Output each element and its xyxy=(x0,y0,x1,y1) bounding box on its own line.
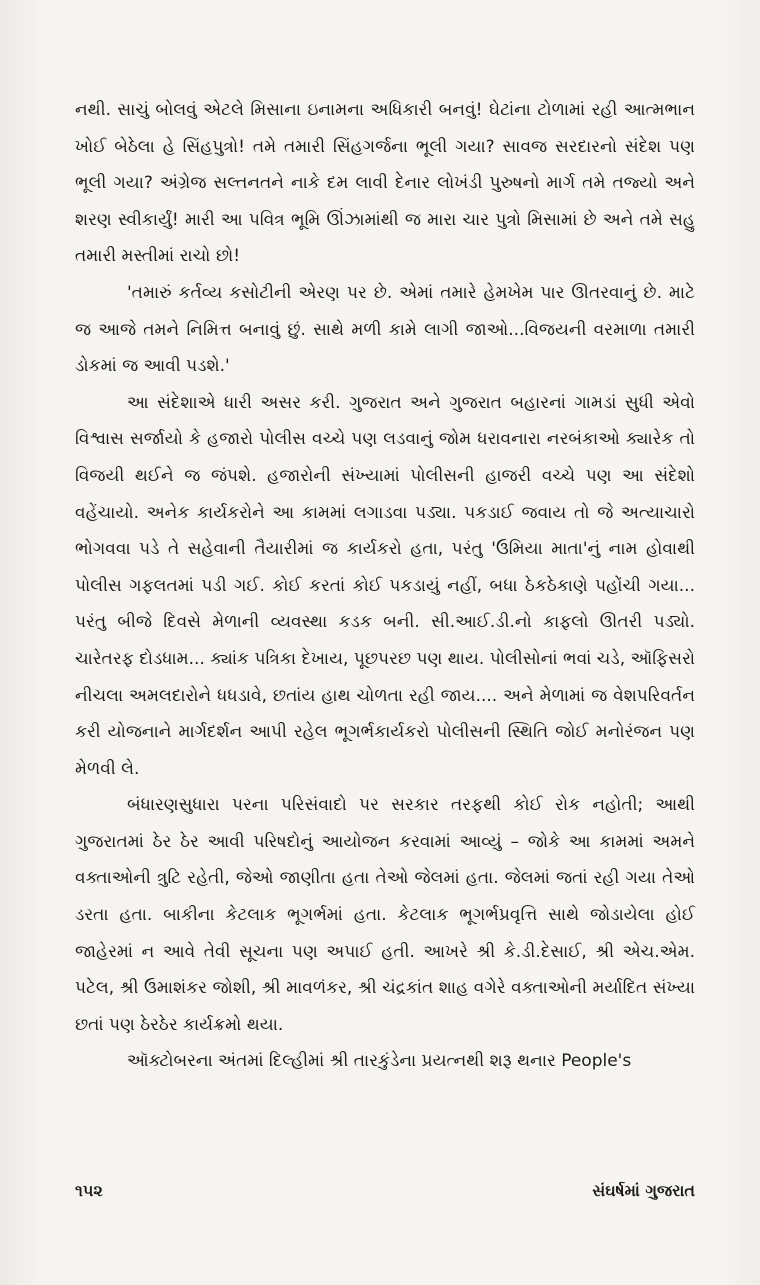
paragraph-3: આ સંદેશાએ ધારી અસર કરી. ગુજરાત અને ગુજરાત બહારનાં ગામડાં સુધી એવો વિશ્વાસ સર્જાયો કે હજારો પોલીસ વચ્ચે પણ લડવાનું જોમ ધરાવનારા નરબંકાઓ ક્યારેક તો વિજયી થઈને જ જંપશે. હજારોની સંખ્યામાં પોલીસની હાજરી વચ્ચે પણ આ સંદેશો વહેંચાયો. અનેક કાર્યકરોને આ કામમાં લગાડવા પડ્યા. પકડાઈ જવાય તો જે અત્યાચારો ભોગવવા પડે તે સહેવાની તૈયારીમાં જ કાર્યકરો હતા, પરંતુ 'ઉમિયા માતા'નું નામ હોવાથી પોલીસ ગફલતમાં પડી ગઈ. કોઈ કરતાં કોઈ પકડાયું નહીં, બધા ઠેકઠેકાણે પહોંચી ગયા... પરંતુ બીજે દિવસે મેળાની વ્યવસ્થા કડક બની. સી.આઈ.ડી.નો કાફલો ઊતરી પડ્યો. ચારેતરફ દોડધામ... ક્યાંક પત્રિકા દેખાય, પૂછપરછ પણ થાય. પોલીસોનાં ભવાં ચડે, ઑફિસરો નીચલા અમલદારોને ધધડાવે, છતાંય હાથ ચોળતા રહી જાય.... અને મેળામાં જ વેશપરિવર્તન કરી યોજનાને માર્ગદર્શન આપી રહેલ ભૂગર્ભકાર્યકરો પોલીસની સ્થિતિ જોઈ મનોરંજન પણ મેળવી લે. xyxy=(75,392,695,779)
page-number: ૧૫૨ xyxy=(75,1181,103,1200)
paragraph-1: નથી. સાચું બોલવું એટલે મિસાના ઇનામના અધિકારી બનવું! ઘેટાંના ટોળામાં રહી આત્મભાન ખોઈ બેઠેલા હે સિંહપુત્રો! તમે તમારી સિંહગર્જના ભૂલી ગયા? સાવજ સરદારનો સંદેશ પણ ભૂલી ગયા? અંગ્રેજ સલ્તનતને નાકે દમ લાવી દેનાર લોખંડી પુરુષનો માર્ગ તમે તજ્યો અને શરણ સ્વીકાર્યું! મારી આ પવિત્ર ભૂમિ ઊંઝામાંથી જ મારા ચાર પુત્રો મિસામાં છે અને તમે સહુ તમારી મસ્તીમાં રાચો છો! xyxy=(75,100,695,267)
paragraph-4: બંધારણસુધારા પરના પરિસંવાદો પર સરકાર તરફથી કોઈ રોક નહોતી; આથી ગુજરાતમાં ઠેર ઠેર આવી પરિષદોનું આયોજન કરવામાં આવ્યું – જોકે આ કામમાં અમને વક્તાઓની ત્રુટિ રહેતી, જેઓ જાણીતા હતા તેઓ જેલમાં હતા. જેલમાં જતાં રહી ગયા તેઓ ડરતા હતા. બાકીના કેટલાક ભૂગર્ભમાં હતા. કેટલાક ભૂગર્ભપ્રવૃત્તિ સાથે જોડાયેલા હોઈ જાહેરમાં ન આવે તેવી સૂચના પણ અપાઈ હતી. આખરે શ્રી કે.ડી.દેસાઈ, શ્રી એચ.એમ. પટેલ, શ્રી ઉમાશંકર જોશી, શ્રી માવળંકર, શ્રી ચંદ્રકાંત શાહ વગેરે વક્તાઓની મર્યાદિત સંખ્યા છતાં પણ ઠેરઠેર કાર્યક્રમો થયા. xyxy=(75,795,695,1035)
paragraph-5: ઑક્ટોબરના અંતમાં દિલ્હીમાં શ્રી તારકુંડેના પ્રયત્નથી શરૂ થનાર People's xyxy=(127,1051,632,1072)
body-text xyxy=(75,92,695,1080)
page-footer xyxy=(75,1181,695,1207)
running-title: સંઘર્ષમાં ગુજરાત xyxy=(592,1181,695,1200)
paragraph-2: 'તમારું કર્તવ્ય કસોટીની એરણ પર છે. એમાં તમારે હેમખેમ પાર ઊતરવાનું છે. માટે જ આજે તમને નિમિત્ત બનાવું છું. સાથે મળી કામે લાગી જાઓ...વિજયની વરમાળા તમારી ડોકમાં જ આવી પડશે.' xyxy=(75,282,695,377)
